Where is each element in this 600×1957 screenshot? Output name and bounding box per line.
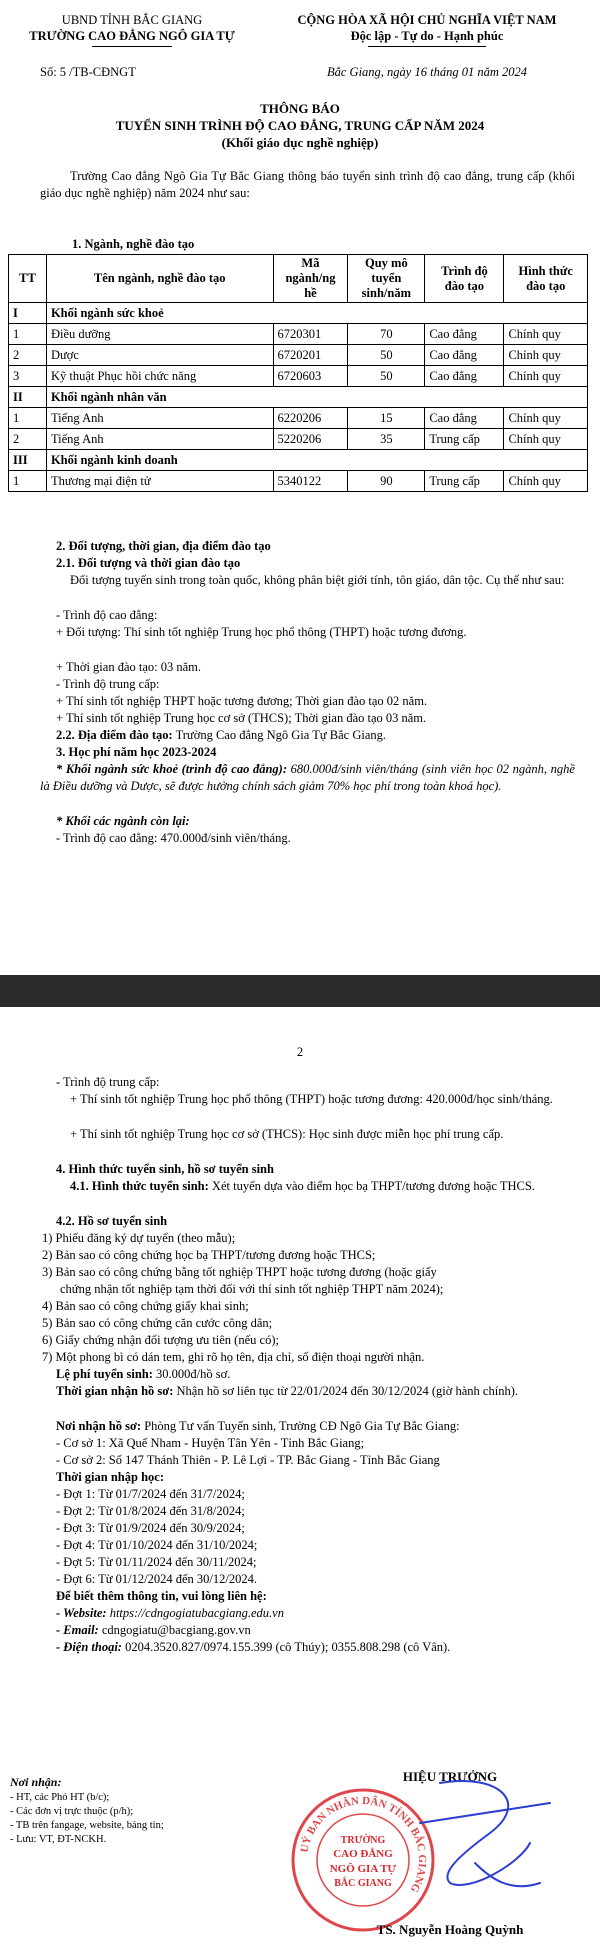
title-line-1: THÔNG BÁO <box>260 101 340 116</box>
page-number: 2 <box>296 1045 304 1059</box>
college-target: + Đối tượng: Thí sinh tốt nghiệp Trung học phổ thông (THPT) hoặc tương đương. <box>56 625 467 639</box>
contact-phone: - Điện thoại: 0204.3520.827/0974.155.399 (cô Thúy); 0355.808.298 (cô Vân). <box>56 1640 451 1654</box>
page-separator <box>0 975 600 1007</box>
document-item: 2) Bản sao có công chứng học bạ THPT/tương đương hoặc THCS; <box>42 1248 376 1262</box>
title-line-2: TUYỂN SINH TRÌNH ĐỘ CAO ĐẲNG, TRUNG CẤP NĂM 2024 <box>115 118 485 133</box>
svg-text:CAO ĐẲNG: CAO ĐẲNG <box>333 1848 393 1860</box>
motto: Độc lập - Tự do - Hạnh phúc <box>350 29 504 43</box>
recipients-block <box>10 1775 164 1847</box>
intermediate-option-1: + Thí sinh tốt nghiệp THPT hoặc tương đương; Thời gian đào tạo 02 năm. <box>56 694 428 708</box>
issue-date: Bắc Giang, ngày 16 tháng 01 năm 2024 <box>327 65 527 79</box>
intermediate-fee-thcs: + Thí sinh tốt nghiệp Trung học cơ sở (THCS): Học sinh được miễn học phí trung cấp. <box>70 1127 504 1141</box>
section-4-2-heading: 4.2. Hồ sơ tuyển sinh <box>56 1214 168 1228</box>
col-name: Tên ngành, nghề đào tạo <box>46 255 273 303</box>
intake-item: - Đợt 4: Từ 01/10/2024 đến 31/10/2024; <box>56 1538 258 1552</box>
admission-method: 4.1. Hình thức tuyển sinh: Xét tuyển dựa vào điểm học bạ THPT/tương đương hoặc THCS. <box>70 1179 535 1193</box>
document-item-continued: chứng nhận tốt nghiệp tạm thời đối với thí sinh tốt nghiệp THPT năm 2024); <box>60 1282 444 1296</box>
contact-email: - Email: cdngogiatu@bacgiang.gov.vn <box>56 1623 251 1637</box>
document-item: 1) Phiếu đăng ký dự tuyển (theo mẫu); <box>42 1231 236 1245</box>
intake-item: - Đợt 6: Từ 01/12/2024 đến 30/12/2024. <box>56 1572 257 1586</box>
intake-item: - Đợt 5: Từ 01/11/2024 đến 30/11/2024; <box>56 1555 257 1569</box>
col-level: Trình độ đào tạo <box>425 255 504 303</box>
svg-text:NGÔ GIA TỰ: NGÔ GIA TỰ <box>329 1863 397 1875</box>
recipient-item: - HT, các Phó HT (b/c); <box>10 1792 110 1803</box>
col-scale: Quy mô tuyển sinh/năm <box>348 255 425 303</box>
issuer-underline <box>92 46 172 47</box>
section-2-heading: 2. Đối tượng, thời gian, địa điểm đào tạo <box>56 539 271 553</box>
intake-item: - Đợt 1: Từ 01/7/2024 đến 31/7/2024; <box>56 1487 245 1501</box>
table-row: 3 Kỹ thuật Phục hồi chức năng 6720603 50 Cao đẳng Chính quy <box>9 366 588 387</box>
contact-website: - Website: https://cdngogiatubacgiang.edu.vn <box>56 1606 284 1620</box>
recipient-item: - TB trên fangage, website, bảng tin; <box>10 1820 164 1831</box>
group-row: I Khối ngành sức khoẻ <box>9 303 588 324</box>
recipient-item: - Lưu: VT, ĐT-NCKH. <box>10 1834 107 1845</box>
section-3-heading: 3. Học phí năm học 2023-2024 <box>56 745 217 759</box>
svg-text:UỶ BAN NHÂN DÂN TỈNH BẮC GIANG: UỶ BAN NHÂN DÂN TỈNH BẮC GIANG <box>298 1794 429 1895</box>
intermediate-fee-label: - Trình độ trung cấp: <box>56 1075 160 1089</box>
document-item: 7) Một phong bì có dán tem, ghi rõ họ tên, địa chỉ, số điện thoại người nhận. <box>42 1350 425 1364</box>
table-row: 1 Tiếng Anh 6220206 15 Cao đẳng Chính quy <box>9 408 588 429</box>
group-row: II Khối ngành nhân văn <box>9 387 588 408</box>
section-1-heading: 1. Ngành, nghề đào tạo <box>72 237 195 251</box>
intermediate-option-2: + Thí sinh tốt nghiệp Trung học cơ sở (THCS); Thời gian đào tạo 03 năm. <box>56 711 427 725</box>
national-heading <box>262 12 592 44</box>
signer-title: HIỆU TRƯỞNG <box>402 1769 498 1784</box>
agency-name: UBND TỈNH BẮC GIANG <box>61 13 203 27</box>
intake-item: - Đợt 3: Từ 01/9/2024 đến 30/9/2024; <box>56 1521 245 1535</box>
college-level-label: - Trình độ cao đẳng: <box>56 608 158 622</box>
other-fee-label: * Khối các ngành còn lại: <box>56 814 190 828</box>
application-period: Thời gian nhận hồ sơ: Nhận hồ sơ liên tục từ 22/01/2024 đến 30/12/2024 (giờ hành chính). <box>56 1384 518 1398</box>
recipient-item: - Các đơn vị trực thuộc (p/h); <box>10 1806 134 1817</box>
school-name: TRƯỜNG CAO ĐẲNG NGÔ GIA TỰ <box>29 29 235 43</box>
signer-name: TS. Nguyễn Hoàng Quỳnh <box>376 1922 524 1937</box>
application-place: Nơi nhận hồ sơ: Phòng Tư vấn Tuyển sinh, Trường CĐ Ngô Gia Tự Bắc Giang: <box>56 1419 460 1433</box>
enrollment-time-heading: Thời gian nhập học: <box>56 1470 165 1484</box>
document-page-1 <box>0 0 600 975</box>
document-item: 3) Bản sao có công chứng bằng tốt nghiệp THPT hoặc tương đương (hoặc giấy <box>42 1265 437 1279</box>
document-number: Số: 5 /TB-CĐNGT <box>40 65 136 79</box>
group-row: III Khối ngành kinh doanh <box>9 450 588 471</box>
country-name: CỘNG HÒA XÃ HỘI CHỦ NGHĨA VIỆT NAM <box>297 13 557 27</box>
title-line-3: (Khối giáo dục nghề nghiệp) <box>221 135 379 150</box>
document-item: 6) Giấy chứng nhận đối tượng ưu tiên (nếu có); <box>42 1333 279 1347</box>
training-location: 2.2. Địa điểm đào tạo: Trường Cao đẳng Ngô Gia Tự Bắc Giang. <box>56 728 386 742</box>
contact-heading: Để biết thêm thông tin, vui lòng liên hệ: <box>56 1589 267 1603</box>
other-fee-college: - Trình độ cao đẳng: 470.000đ/sinh viên/tháng. <box>56 831 291 845</box>
health-fee: * Khối ngành sức khoẻ (trình độ cao đẳng): 680.000đ/sinh viên/tháng (sinh viên học 02 ngành, nghề là Điều dưỡng và Dược, sẽ được hưởng chính sách giảm 70% học phí trong toàn khoá học). <box>40 762 575 793</box>
document-page-2 <box>0 1007 600 1957</box>
intake-item: - Đợt 2: Từ 01/8/2024 đến 31/8/2024; <box>56 1504 245 1518</box>
col-tt: TT <box>9 255 47 303</box>
intermediate-fee-thpt: + Thí sinh tốt nghiệp Trung học phổ thông (THPT) hoặc tương đương: 420.000đ/học sinh/tháng. <box>70 1092 553 1106</box>
section-2-1-paragraph: Đối tượng tuyển sinh trong toàn quốc, không phân biệt giới tính, tôn giáo, dân tộc. Cụ thể như sau: <box>70 573 565 587</box>
programs-table <box>8 254 588 492</box>
col-form: Hình thức đào tạo <box>504 255 588 303</box>
campus-1: - Cơ sở 1: Xã Quế Nham - Huyện Tân Yên - Tỉnh Bắc Giang; <box>56 1436 365 1450</box>
document-item: 4) Bản sao có công chứng giấy khai sinh; <box>42 1299 249 1313</box>
table-row: 2 Tiếng Anh 5220206 35 Trung cấp Chính quy <box>9 429 588 450</box>
college-duration: + Thời gian đào tạo: 03 năm. <box>56 660 202 674</box>
svg-text:BẮC GIANG: BẮC GIANG <box>334 1878 392 1889</box>
svg-text:TRƯỜNG: TRƯỜNG <box>340 1835 386 1846</box>
table-header-row <box>9 255 588 303</box>
motto-underline <box>368 46 486 47</box>
application-fee: Lệ phí tuyển sinh: 30.000đ/hồ sơ. <box>56 1367 231 1381</box>
recipients-label: Nơi nhận: <box>10 1775 62 1789</box>
section-2-1-heading: 2.1. Đối tượng và thời gian đào tạo <box>56 556 241 570</box>
intermediate-level-label: - Trình độ trung cấp: <box>56 677 160 691</box>
col-code: Mã ngành/ng hề <box>273 255 348 303</box>
signature-icon <box>380 1763 560 1913</box>
table-row: 1 Điều dưỡng 6720301 70 Cao đẳng Chính quy <box>9 324 588 345</box>
intro-paragraph: Trường Cao đẳng Ngô Gia Tự Bắc Giang thông báo tuyển sinh trình độ cao đẳng, trung cấp (khối giáo dục nghề nghiệp) năm 2024 như sau: <box>40 169 575 200</box>
issuer-block <box>16 12 248 44</box>
document-item: 5) Bản sao có công chứng căn cước công dân; <box>42 1316 273 1330</box>
table-row: 2 Dược 6720201 50 Cao đẳng Chính quy <box>9 345 588 366</box>
document-title <box>0 100 600 151</box>
campus-2: - Cơ sở 2: Số 147 Thánh Thiên - P. Lê Lợi - TP. Bắc Giang - Tỉnh Bắc Giang <box>56 1453 440 1467</box>
table-row: 1 Thương mại điện tử 5340122 90 Trung cấp Chính quy <box>9 471 588 492</box>
section-4-heading: 4. Hình thức tuyển sinh, hồ sơ tuyển sinh <box>56 1162 274 1176</box>
